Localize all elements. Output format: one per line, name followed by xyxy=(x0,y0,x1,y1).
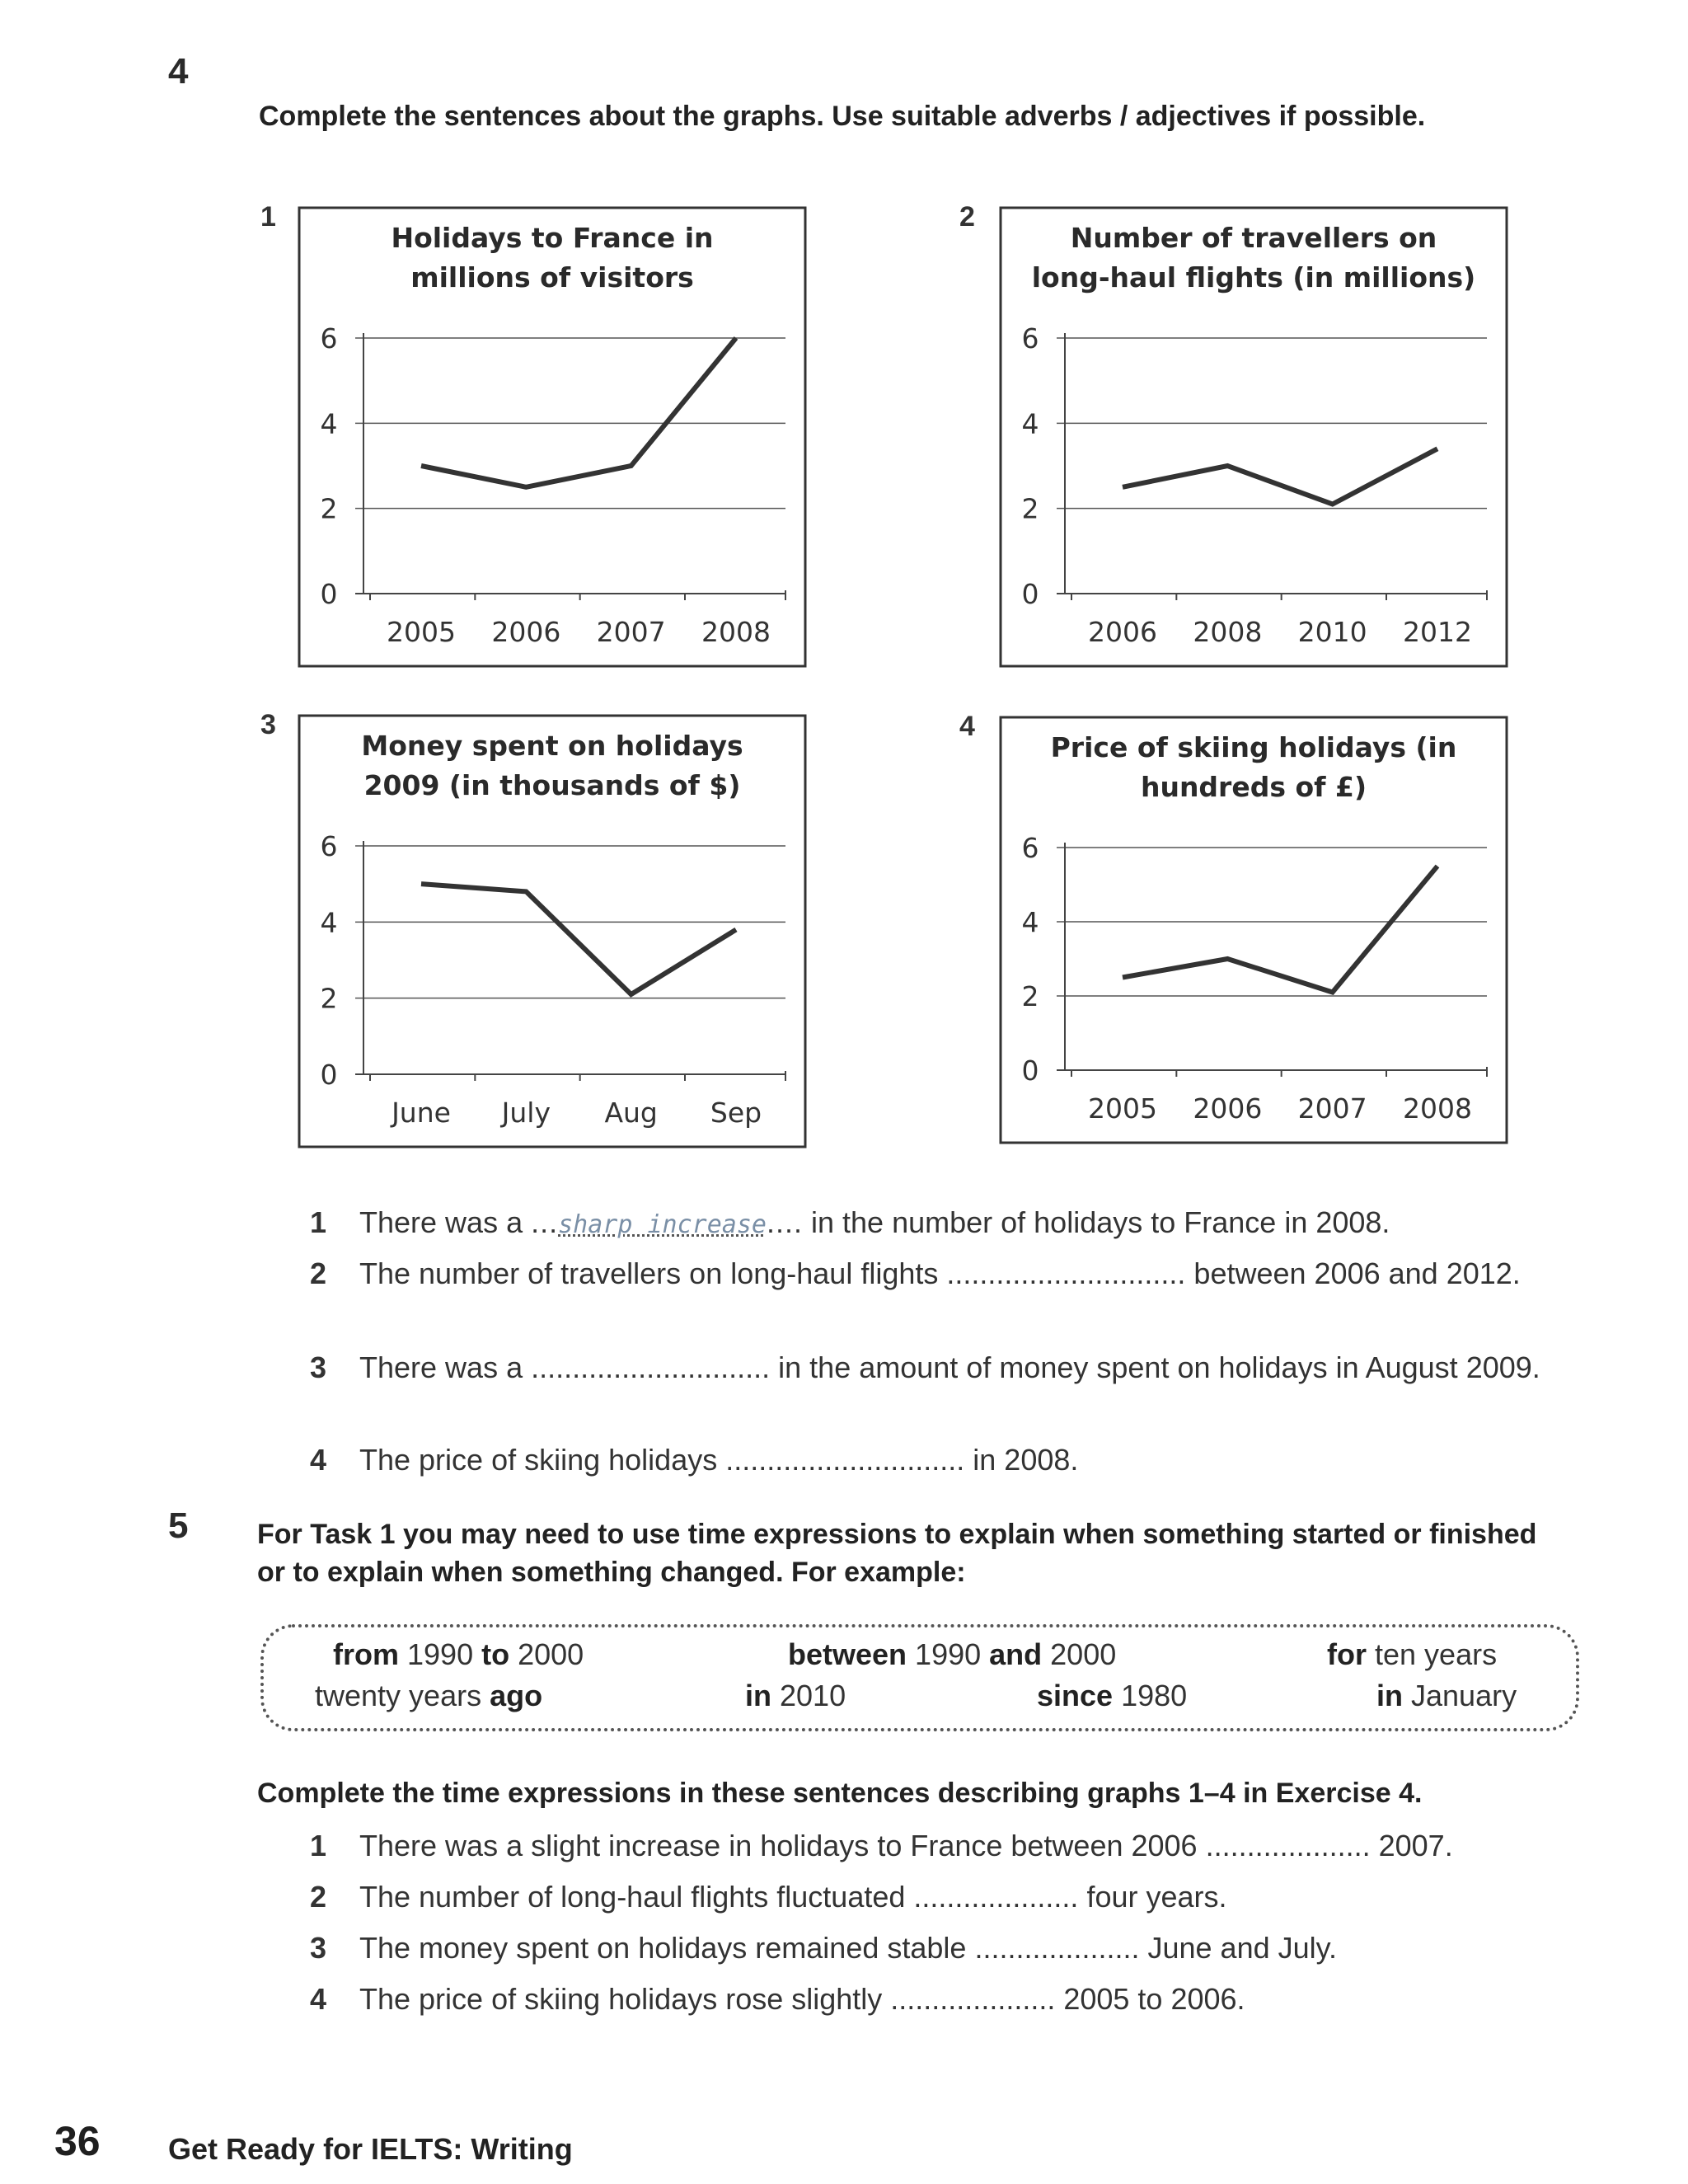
time-expression: for ten years xyxy=(1327,1637,1498,1671)
chart-title-line: hundreds of £) xyxy=(1140,771,1367,803)
y-tick-label: 6 xyxy=(1021,832,1039,864)
time-expressions-box xyxy=(260,1624,1579,1731)
sentence-part: in the number of holidays to France in 2008. xyxy=(803,1205,1390,1239)
time-expression: between 1990 and 2000 xyxy=(788,1637,1117,1671)
chart-holidays-france xyxy=(298,206,807,668)
y-tick-label: 2 xyxy=(320,982,338,1015)
chart-skiing-price xyxy=(999,716,1508,1144)
answer-blank: .... xyxy=(766,1205,803,1239)
y-tick-label: 2 xyxy=(1021,980,1039,1012)
ex5-sentence-1 xyxy=(310,1825,1563,1867)
x-tick-label: 2005 xyxy=(387,616,456,648)
exercise-instruction: For Task 1 you may need to use time expressions to explain when something started or finished or to explain when something changed. For example: xyxy=(257,1519,1537,1588)
exercise-number: 4 xyxy=(168,51,189,92)
time-expression: from 1990 to 2000 xyxy=(333,1637,584,1671)
x-tick-label: Sep xyxy=(710,1097,762,1129)
chart-long-haul-travellers xyxy=(999,206,1508,668)
page-number: 36 xyxy=(54,2118,101,2164)
y-tick-label: 4 xyxy=(320,906,338,939)
sentence-part: There was a xyxy=(359,1205,532,1239)
y-tick-label: 0 xyxy=(320,578,338,610)
ex4-sentence-3 xyxy=(310,1347,1563,1430)
chart-title-line: Holidays to France in xyxy=(391,222,714,254)
x-tick-label: 2006 xyxy=(491,616,561,648)
x-tick-label: 2012 xyxy=(1403,616,1472,648)
chart-title-line: 2009 (in thousands of $) xyxy=(363,769,741,801)
x-tick-label: Aug xyxy=(604,1097,658,1129)
handwritten-answer: sharp increase xyxy=(558,1210,767,1239)
time-expression: since 1980 xyxy=(1037,1679,1188,1712)
y-tick-label: 4 xyxy=(1021,906,1039,938)
exercise-number: 5 xyxy=(168,1505,189,1546)
chart-number: 3 xyxy=(260,709,276,740)
sentence-text xyxy=(359,1202,1546,1246)
sentence-text: There was a slight increase in holidays to France between 2006 .................... 2007. xyxy=(359,1829,1453,1862)
x-tick-label: 2005 xyxy=(1088,1092,1157,1125)
data-line xyxy=(421,338,736,487)
ex4-sentence-2 xyxy=(310,1253,1563,1336)
chart-title-line: Number of travellers on xyxy=(1070,222,1437,254)
y-tick-label: 6 xyxy=(1021,322,1039,355)
sentence-number: 4 xyxy=(310,1982,327,2016)
chart-number: 2 xyxy=(959,201,975,232)
y-tick-label: 2 xyxy=(320,492,338,525)
y-tick-label: 6 xyxy=(320,830,338,862)
x-tick-label: June xyxy=(392,1097,451,1129)
sentence-number: 2 xyxy=(310,1256,327,1290)
time-expression: twenty years ago xyxy=(315,1679,543,1712)
x-tick-label: July xyxy=(501,1097,551,1129)
y-tick-label: 0 xyxy=(1021,578,1039,610)
ex5-sentence-4 xyxy=(310,1979,1563,2020)
answer-blank[interactable]: ... xyxy=(531,1205,559,1239)
x-tick-label: 2007 xyxy=(596,616,666,648)
x-tick-label: 2010 xyxy=(1297,616,1367,648)
ex5-sentence-3 xyxy=(310,1928,1563,1969)
data-line xyxy=(421,884,736,994)
sentence-number: 3 xyxy=(310,1931,327,1965)
sentence-number: 3 xyxy=(310,1350,327,1384)
exercise-instruction: Complete the sentences about the graphs. Use suitable adverbs / adjectives if possible. xyxy=(259,101,1426,132)
chart-title-line: Money spent on holidays xyxy=(361,730,743,762)
x-tick-label: 2006 xyxy=(1088,616,1157,648)
sentence-number: 2 xyxy=(310,1880,327,1914)
sentence-number: 1 xyxy=(310,1205,327,1239)
sentence-text: The price of skiing holidays ............................. in 2008. xyxy=(359,1443,1079,1477)
sentence-number: 4 xyxy=(310,1443,327,1477)
y-tick-label: 2 xyxy=(1021,492,1039,525)
chart-money-spent xyxy=(298,714,807,1148)
y-tick-label: 0 xyxy=(320,1059,338,1091)
sentence-text: The money spent on holidays remained stable .................... June and July. xyxy=(359,1931,1337,1965)
data-line xyxy=(1123,449,1437,504)
y-tick-label: 4 xyxy=(1021,407,1039,440)
book-title: Get Ready for IELTS: Writing xyxy=(168,2132,573,2166)
chart-title-line: millions of visitors xyxy=(410,261,694,294)
ex5-sentence-2 xyxy=(310,1876,1563,1918)
chart-title-line: Price of skiing holidays (in xyxy=(1050,731,1457,763)
x-tick-label: 2007 xyxy=(1297,1092,1367,1125)
time-expression: in January xyxy=(1376,1679,1517,1712)
x-tick-label: 2008 xyxy=(1193,616,1263,648)
sentence-text: There was a ............................. in the amount of money spent on holidays in August 2009. xyxy=(359,1350,1540,1384)
y-tick-label: 6 xyxy=(320,322,338,355)
sentence-text: The price of skiing holidays rose slightly .................... 2005 to 2006. xyxy=(359,1982,1245,2016)
data-line xyxy=(1123,867,1437,993)
x-tick-label: 2006 xyxy=(1193,1092,1263,1125)
time-expression: in 2010 xyxy=(745,1679,846,1712)
y-tick-label: 4 xyxy=(320,407,338,440)
sentence-text: The number of travellers on long-haul flights ............................. between 2006 and 2012. xyxy=(359,1256,1521,1290)
chart-number: 4 xyxy=(959,711,975,742)
exercise-instruction-2: Complete the time expressions in these sentences describing graphs 1–4 in Exercise 4. xyxy=(257,1778,1423,1809)
ex4-sentence-4 xyxy=(310,1440,1563,1481)
x-tick-label: 2008 xyxy=(701,616,771,648)
chart-number: 1 xyxy=(260,201,276,232)
ex4-sentence-1 xyxy=(310,1202,1563,1243)
chart-title-line: long-haul flights (in millions) xyxy=(1031,261,1476,294)
x-tick-label: 2008 xyxy=(1403,1092,1472,1125)
sentence-number: 1 xyxy=(310,1829,327,1862)
sentence-text: The number of long-haul flights fluctuated .................... four years. xyxy=(359,1880,1227,1914)
y-tick-label: 0 xyxy=(1021,1054,1039,1087)
